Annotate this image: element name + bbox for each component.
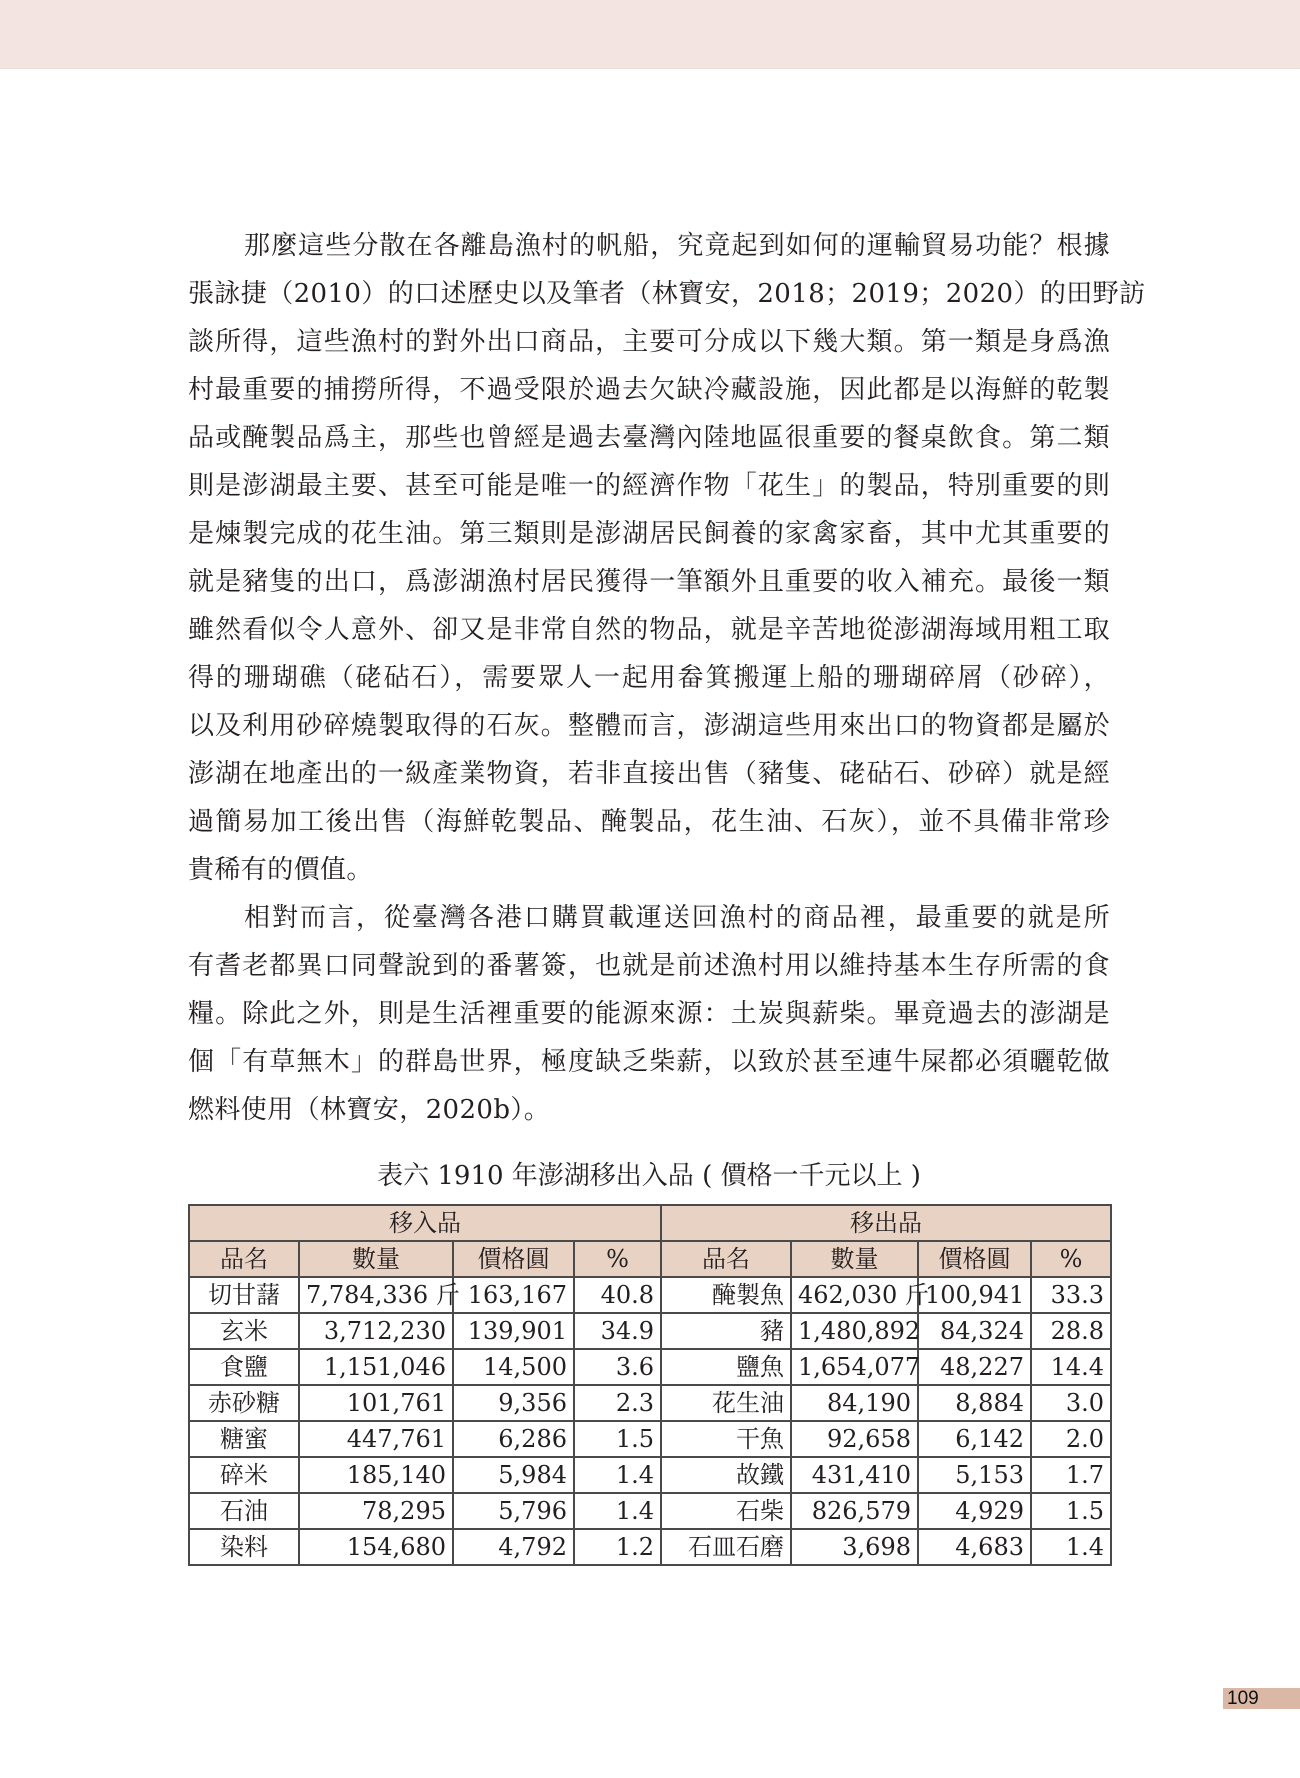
export-name-cell: 干魚 <box>661 1421 791 1457</box>
text-line: 張詠捷（2010）的口述歷史以及筆者（林寶安，2018；2019；2020）的田野訪 <box>188 279 1146 309</box>
import-quantity-cell: 154,680 <box>299 1529 453 1565</box>
import-name-cell: 食鹽 <box>189 1349 299 1385</box>
export-price-cell: 6,142 <box>918 1421 1031 1457</box>
import-percent-cell: 3.6 <box>574 1349 661 1385</box>
column-header: 價格圓 <box>918 1241 1031 1277</box>
table-row <box>189 1277 1111 1313</box>
export-percent-cell: 1.5 <box>1031 1493 1111 1529</box>
export-name-cell: 石皿石磨 <box>661 1529 791 1565</box>
import-price-cell: 139,901 <box>453 1313 574 1349</box>
import-quantity-cell: 1,151,046 <box>299 1349 453 1385</box>
import-quantity-cell: 7,784,336 斤 <box>299 1277 453 1313</box>
import-percent-cell: 34.9 <box>574 1313 661 1349</box>
table-row <box>189 1493 1111 1529</box>
import-price-cell: 5,796 <box>453 1493 574 1529</box>
export-quantity-cell: 92,658 <box>791 1421 918 1457</box>
text-line: 村最重要的捕撈所得，不過受限於過去欠缺冷藏設施，因此都是以海鮮的乾製 <box>188 375 1110 405</box>
import-price-cell: 5,984 <box>453 1457 574 1493</box>
text-line: 品或醃製品爲主，那些也曾經是過去臺灣內陸地區很重要的餐桌飲食。第二類 <box>188 423 1110 453</box>
import-name-cell: 赤砂糖 <box>189 1385 299 1421</box>
import-percent-cell: 1.4 <box>574 1493 661 1529</box>
import-name-cell: 切甘藷 <box>189 1277 299 1313</box>
text-line: 那麼這些分散在各離島漁村的帆船，究竟起到如何的運輸貿易功能？根據 <box>244 231 1110 261</box>
body-text <box>188 226 1146 1138</box>
page-number: 109 <box>1223 1688 1300 1709</box>
export-quantity-cell: 826,579 <box>791 1493 918 1529</box>
column-header: % <box>1031 1241 1111 1277</box>
import-quantity-cell: 185,140 <box>299 1457 453 1493</box>
import-quantity-cell: 3,712,230 <box>299 1313 453 1349</box>
group-header-imports: 移入品 <box>189 1205 661 1241</box>
export-percent-cell: 14.4 <box>1031 1349 1111 1385</box>
export-price-cell: 4,929 <box>918 1493 1031 1529</box>
export-name-cell: 花生油 <box>661 1385 791 1421</box>
import-price-cell: 6,286 <box>453 1421 574 1457</box>
text-line: 澎湖在地產出的一級產業物資，若非直接出售（豬隻、硓砧石、砂碎）就是經 <box>188 759 1110 789</box>
export-quantity-cell: 84,190 <box>791 1385 918 1421</box>
export-quantity-cell: 1,480,892 <box>791 1313 918 1349</box>
import-price-cell: 163,167 <box>453 1277 574 1313</box>
column-header: 數量 <box>299 1241 453 1277</box>
import-quantity-cell: 447,761 <box>299 1421 453 1457</box>
import-price-cell: 14,500 <box>453 1349 574 1385</box>
export-price-cell: 100,941 <box>918 1277 1031 1313</box>
table-caption: 表六 1910 年澎湖移出入品 ( 價格一千元以上 ) <box>377 1161 921 1191</box>
export-name-cell: 石柴 <box>661 1493 791 1529</box>
paragraph-2 <box>188 898 1110 1138</box>
import-price-cell: 9,356 <box>453 1385 574 1421</box>
table-row <box>189 1349 1111 1385</box>
table-row <box>189 1313 1111 1349</box>
export-price-cell: 5,153 <box>918 1457 1031 1493</box>
export-percent-cell: 3.0 <box>1031 1385 1111 1421</box>
import-name-cell: 碎米 <box>189 1457 299 1493</box>
paragraph-1 <box>188 226 1146 898</box>
import-percent-cell: 1.4 <box>574 1457 661 1493</box>
column-header-row <box>189 1241 1111 1277</box>
text-line: 則是澎湖最主要、甚至可能是唯一的經濟作物「花生」的製品，特別重要的則 <box>188 471 1110 501</box>
export-quantity-cell: 462,030 斤 <box>791 1277 918 1313</box>
import-name-cell: 石油 <box>189 1493 299 1529</box>
export-percent-cell: 28.8 <box>1031 1313 1111 1349</box>
export-price-cell: 48,227 <box>918 1349 1031 1385</box>
import-percent-cell: 1.5 <box>574 1421 661 1457</box>
table-body <box>189 1277 1111 1565</box>
export-quantity-cell: 3,698 <box>791 1529 918 1565</box>
text-line: 有耆老都異口同聲說到的番薯簽，也就是前述漁村用以維持基本生存所需的食 <box>188 951 1110 981</box>
import-quantity-cell: 78,295 <box>299 1493 453 1529</box>
column-header: % <box>574 1241 661 1277</box>
table-row <box>189 1457 1111 1493</box>
export-price-cell: 8,884 <box>918 1385 1031 1421</box>
column-header: 數量 <box>791 1241 918 1277</box>
import-percent-cell: 40.8 <box>574 1277 661 1313</box>
export-name-cell: 故鐵 <box>661 1457 791 1493</box>
text-line: 燃料使用（林寶安，2020b）。 <box>188 1095 551 1125</box>
import-price-cell: 4,792 <box>453 1529 574 1565</box>
top-band <box>0 0 1300 69</box>
table-row <box>189 1385 1111 1421</box>
column-header: 品名 <box>189 1241 299 1277</box>
export-quantity-cell: 431,410 <box>791 1457 918 1493</box>
text-line: 是煉製完成的花生油。第三類則是澎湖居民飼養的家禽家畜，其中尤其重要的 <box>188 519 1110 549</box>
import-percent-cell: 2.3 <box>574 1385 661 1421</box>
text-line: 談所得，這些漁村的對外出口商品，主要可分成以下幾大類。第一類是身爲漁 <box>188 327 1110 357</box>
export-percent-cell: 2.0 <box>1031 1421 1111 1457</box>
text-line: 以及利用砂碎燒製取得的石灰。整體而言，澎湖這些用來出口的物資都是屬於 <box>188 711 1110 741</box>
export-name-cell: 鹽魚 <box>661 1349 791 1385</box>
export-percent-cell: 1.4 <box>1031 1529 1111 1565</box>
import-quantity-cell: 101,761 <box>299 1385 453 1421</box>
import-percent-cell: 1.2 <box>574 1529 661 1565</box>
text-line: 糧。除此之外，則是生活裡重要的能源來源：土炭與薪柴。畢竟過去的澎湖是 <box>188 999 1110 1029</box>
import-name-cell: 玄米 <box>189 1313 299 1349</box>
export-price-cell: 84,324 <box>918 1313 1031 1349</box>
text-line: 相對而言，從臺灣各港口購買載運送回漁村的商品裡，最重要的就是所 <box>244 903 1110 933</box>
import-name-cell: 糖蜜 <box>189 1421 299 1457</box>
group-header-exports: 移出品 <box>661 1205 1111 1241</box>
export-name-cell: 豬 <box>661 1313 791 1349</box>
text-line: 雖然看似令人意外、卻又是非常自然的物品，就是辛苦地從澎湖海域用粗工取 <box>188 615 1110 645</box>
table-row <box>189 1421 1111 1457</box>
text-line: 得的珊瑚礁（硓砧石），需要眾人一起用畚箕搬運上船的珊瑚碎屑（砂碎）， <box>188 663 1110 693</box>
text-line: 貴稀有的價值。 <box>188 855 373 885</box>
export-price-cell: 4,683 <box>918 1529 1031 1565</box>
group-header-row <box>189 1205 1111 1241</box>
export-percent-cell: 33.3 <box>1031 1277 1111 1313</box>
column-header: 價格圓 <box>453 1241 574 1277</box>
table-row <box>189 1529 1111 1565</box>
export-quantity-cell: 1,654,077 <box>791 1349 918 1385</box>
import-name-cell: 染料 <box>189 1529 299 1565</box>
export-percent-cell: 1.7 <box>1031 1457 1111 1493</box>
trade-table <box>188 1204 1112 1566</box>
export-name-cell: 醃製魚 <box>661 1277 791 1313</box>
text-line: 過簡易加工後出售（海鮮乾製品、醃製品，花生油、石灰），並不具備非常珍 <box>188 807 1110 837</box>
text-line: 個「有草無木」的群島世界，極度缺乏柴薪，以致於甚至連牛屎都必須曬乾做 <box>188 1047 1110 1077</box>
column-header: 品名 <box>661 1241 791 1277</box>
text-line: 就是豬隻的出口，爲澎湖漁村居民獲得一筆額外且重要的收入補充。最後一類 <box>188 567 1110 597</box>
